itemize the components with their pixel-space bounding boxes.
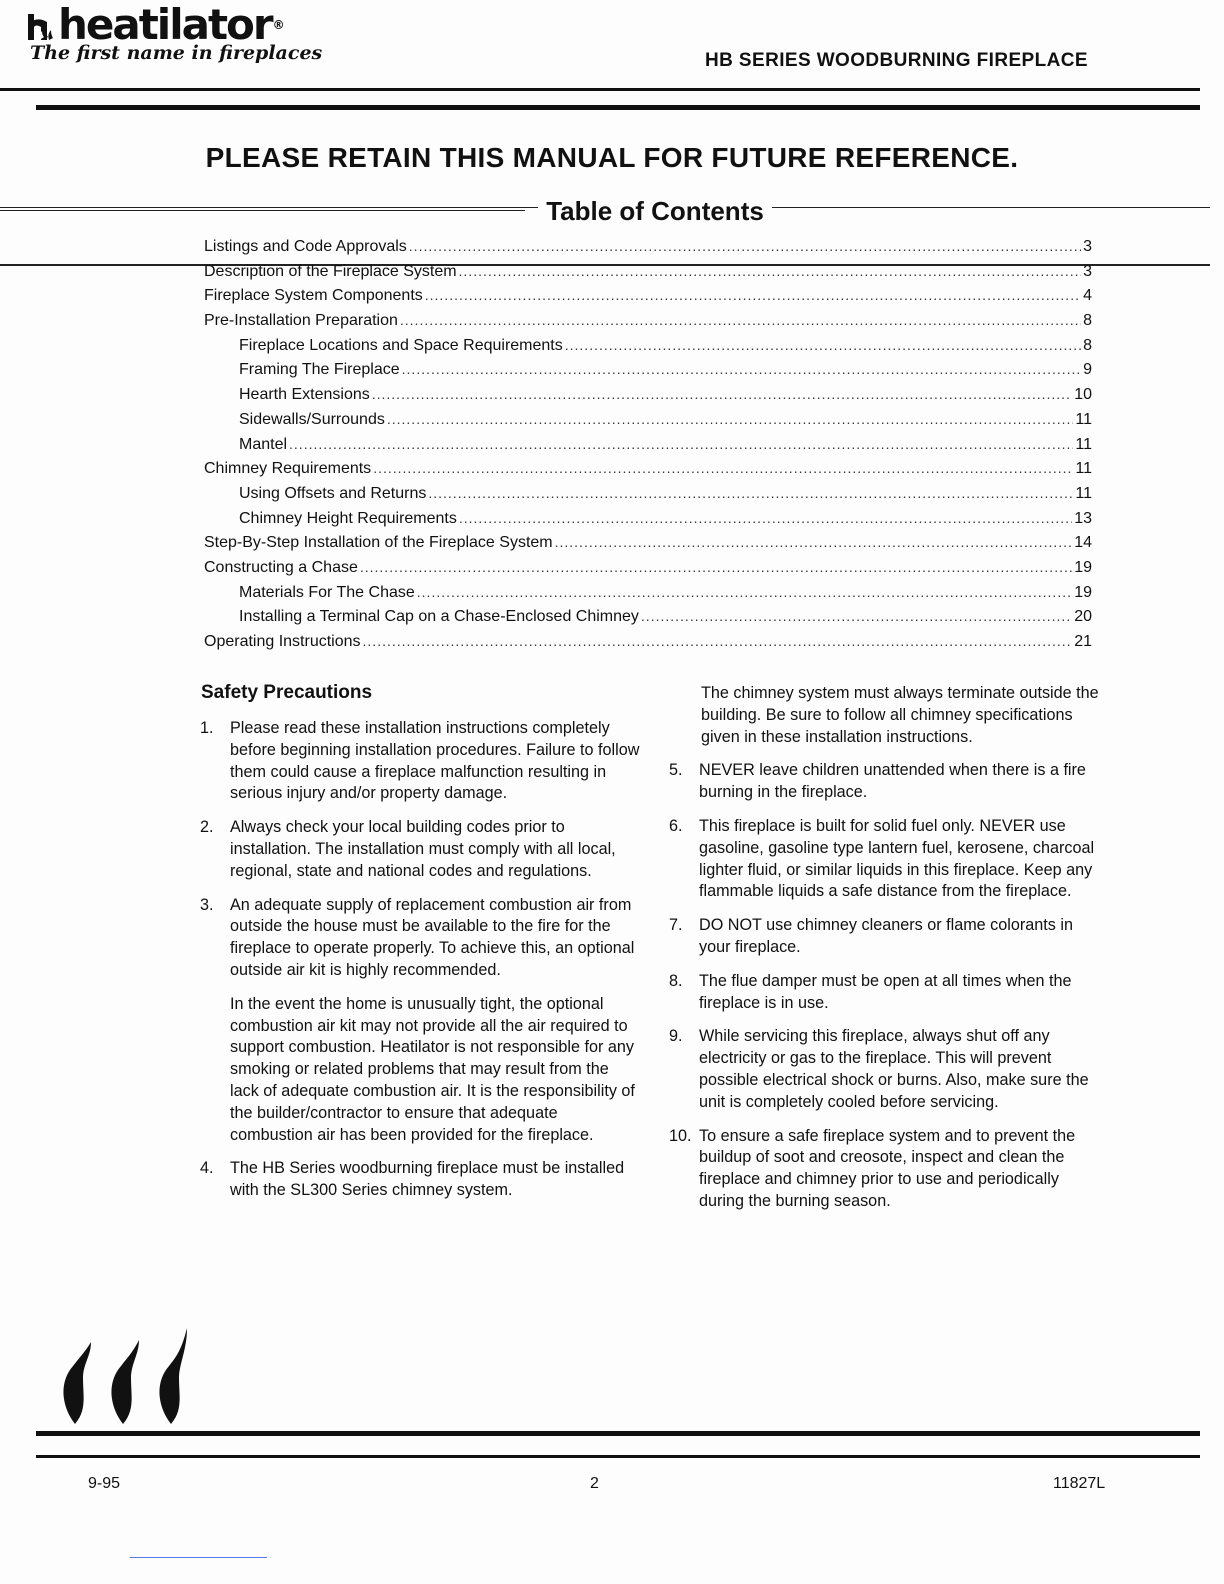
toc-entry-page: 4: [1083, 287, 1092, 305]
toc-leader: [555, 530, 1073, 555]
safety-item: [669, 1026, 1105, 1113]
toc-entry-page: 3: [1083, 238, 1092, 255]
safety-item: [669, 1126, 1105, 1213]
item-number: 8.: [669, 971, 683, 990]
toc-leader: [459, 259, 1082, 284]
flame-logo-icon: [27, 12, 57, 42]
toc-entry-label: Fireplace System Components: [204, 287, 423, 305]
toc-entry-page: 20: [1074, 608, 1092, 626]
toc-entry[interactable]: [204, 308, 1092, 333]
retain-notice: PLEASE RETAIN THIS MANUAL FOR FUTURE REFERENCE.: [205, 142, 1019, 173]
toc-subentry[interactable]: [204, 357, 1092, 382]
toc-entry-page: 13: [1074, 509, 1092, 527]
item-text: To ensure a safe fireplace system and to prevent the buildup of soot and creosote, inspect and clean the fireplace and chimney prior to use and periodically during the burning season.: [699, 1126, 1076, 1210]
safety-item: [200, 895, 640, 1147]
toc-entry-label: Mantel: [239, 435, 288, 453]
toc-entry-page: 8: [1083, 336, 1092, 354]
toc-subentry[interactable]: [204, 432, 1092, 457]
toc-entry-page: 14: [1074, 534, 1092, 552]
item-text: Please read these installation instructions completely before beginning installation procedures. Failure to follow them could cause a fireplace malfunction resulting in serious injury and/or property damage.: [230, 719, 640, 803]
item-text: While servicing this fireplace, always shut off any electricity or gas to the fireplace. This will prevent possible electrical shock or burns. Also, make sure the unit is completely cooled before servicing.: [699, 1027, 1089, 1111]
toc-leader: [402, 357, 1081, 382]
toc-entry[interactable]: [204, 259, 1092, 284]
toc-leader: [360, 555, 1072, 580]
toc-entry-page: 11: [1075, 484, 1092, 502]
toc-entry-label: Pre-Installation Preparation: [204, 312, 398, 330]
toc-entry-page: 10: [1074, 386, 1092, 404]
toc-leader: [459, 506, 1072, 531]
item-number: 3.: [200, 895, 214, 914]
item-text: The HB Series woodburning fireplace must be installed with the SL300 Series chimney system.: [230, 1159, 625, 1200]
toc-entry-label: Chimney Requirements: [204, 460, 372, 478]
item-text: NEVER leave children unattended when there is a fire burning in the fireplace.: [699, 761, 1086, 802]
footer-date: 9-95: [88, 1475, 121, 1492]
toc-leader: [400, 308, 1081, 333]
toc-leader: [409, 234, 1081, 259]
toc-subentry[interactable]: [204, 580, 1092, 605]
item-text: Always check your local building codes prior to installation. The installation must comply with all local, regional, state and national codes and regulations.: [230, 818, 616, 880]
safety-item: [200, 1158, 640, 1202]
toc-subentry[interactable]: [204, 382, 1092, 407]
item-number: 4.: [200, 1159, 214, 1178]
item-text: DO NOT use chimney cleaners or flame colorants in your fireplace.: [699, 916, 1073, 956]
brand-tagline: The first name in fireplaces: [30, 42, 323, 64]
item-number: 2.: [200, 818, 214, 837]
toc-entry-page: 11: [1075, 435, 1092, 453]
toc-entry-label: Sidewalls/Surrounds: [239, 410, 385, 428]
toc-entry-label: Listings and Code Approvals: [204, 238, 407, 255]
item-text: The flue damper must be open at all times when the fireplace is in use.: [699, 971, 1072, 1012]
toc-entry-label: Chimney Height Requirements: [239, 509, 457, 527]
toc-leader: [373, 456, 1073, 481]
item-body: [230, 895, 640, 1147]
item-number: 5.: [669, 761, 683, 780]
footer-rule-thin: [36, 1455, 1200, 1458]
toc-subentry[interactable]: [204, 506, 1092, 531]
flames-icon: [57, 1320, 197, 1426]
series-title: HB SERIES WOODBURNING FIREPLACE: [705, 50, 1088, 71]
toc-entry-page: 11: [1075, 410, 1092, 428]
toc-entry-label: Installing a Terminal Cap on a Chase-Enclosed Chimney: [239, 608, 639, 626]
toc-entry-page: 8: [1083, 312, 1092, 330]
scan-artifact-line: [130, 1557, 267, 1558]
toc-leader: [425, 283, 1081, 308]
registered-mark: ®: [272, 18, 283, 32]
toc-entry[interactable]: [204, 456, 1092, 481]
toc-entry-label: Hearth Extensions: [239, 386, 370, 404]
toc-title: [0, 196, 1224, 227]
item-number: 9.: [669, 1027, 683, 1046]
safety-column-right: [669, 683, 1105, 1225]
safety-item: [669, 971, 1105, 1015]
footer-rule-thick: [36, 1431, 1200, 1436]
safety-item: [669, 760, 1105, 804]
toc-leader: [565, 333, 1081, 358]
item-extra-paragraph: In the event the home is unusually tight, the optional combustion air kit may not provide all the air required to support combustion. Heatilator is not responsible for any smoking or related problems that may result from the lack of adequate combustion air. It is the responsibility of the builder/contractor to ensure that adequate combustion air has been provided for the fireplace.: [230, 994, 635, 1144]
toc-leader: [372, 382, 1072, 407]
toc-entry-page: 11: [1075, 460, 1092, 478]
toc-entry-label: Materials For The Chase: [239, 583, 415, 601]
brand-name: heatilator: [58, 0, 272, 49]
toc-subentry[interactable]: [204, 407, 1092, 432]
item-continuation: The chimney system must always terminate outside the building. Be sure to follow all chimney specifications given in these installation instructions.: [701, 684, 1099, 746]
safety-item: [669, 816, 1105, 903]
brand-logo: [27, 2, 322, 64]
item-number: 7.: [669, 916, 683, 935]
toc-entry-label: Operating Instructions: [204, 633, 361, 650]
toc-entry-label: Description of the Fireplace System: [204, 262, 457, 280]
toc-leader: [641, 604, 1072, 629]
item-text: An adequate supply of replacement combustion air from outside the house must be available to the fire for the fireplace to operate properly. To achieve this, an optional outside air kit is highly recommended.: [230, 895, 635, 979]
toc-subentry[interactable]: [204, 604, 1092, 629]
toc-entry-label: Using Offsets and Returns: [239, 484, 427, 502]
toc-leader: [363, 629, 1073, 654]
item-number: 6.: [669, 816, 683, 835]
toc-entry[interactable]: [204, 234, 1092, 259]
safety-heading: Safety Precautions: [201, 682, 373, 703]
item-text: This fireplace is built for solid fuel only. NEVER use gasoline, gasoline type lantern fuel, kerosene, charcoal lighter fluid, or similar liquids in this fireplace. Keep any flammable liquids a safe distance from the fireplace.: [699, 816, 1095, 901]
toc-subentry[interactable]: [204, 481, 1092, 506]
item-number: 10.: [669, 1126, 692, 1145]
item-number: 1.: [200, 719, 214, 737]
toc-entry-label: Framing The Fireplace: [239, 361, 400, 379]
toc-leader: [387, 407, 1074, 432]
footer-page-number: 2: [590, 1475, 599, 1492]
safety-column-left: [200, 718, 640, 1214]
safety-item: [200, 718, 640, 805]
footer-doc-number: 11827L: [1053, 1475, 1106, 1492]
toc-entry-label: Fireplace Locations and Space Requirements: [239, 336, 563, 354]
safety-item: [669, 915, 1105, 959]
toc-entry[interactable]: [204, 530, 1092, 555]
header-rule-thin: [0, 88, 1200, 91]
toc-leader: [289, 432, 1073, 457]
toc-leader: [417, 580, 1072, 605]
toc-entry-page: 19: [1074, 583, 1092, 601]
header-rule-thick: [36, 105, 1200, 110]
table-of-contents: [204, 234, 1092, 654]
toc-entry[interactable]: [204, 555, 1092, 580]
toc-entry-page: 19: [1074, 558, 1092, 576]
toc-entry-label: Step-By-Step Installation of the Fireplace System: [204, 534, 553, 552]
toc-entry-page: 9: [1083, 361, 1092, 379]
toc-entry-label: Constructing a Chase: [204, 558, 358, 576]
toc-entry[interactable]: [204, 283, 1092, 308]
toc-entry[interactable]: [204, 629, 1092, 654]
toc-subentry[interactable]: [204, 333, 1092, 358]
toc-leader: [428, 481, 1073, 506]
toc-title-text: Table of Contents: [538, 196, 772, 226]
safety-item: [200, 817, 640, 882]
toc-entry-page: 3: [1083, 262, 1092, 280]
toc-entry-page: 21: [1074, 633, 1092, 650]
